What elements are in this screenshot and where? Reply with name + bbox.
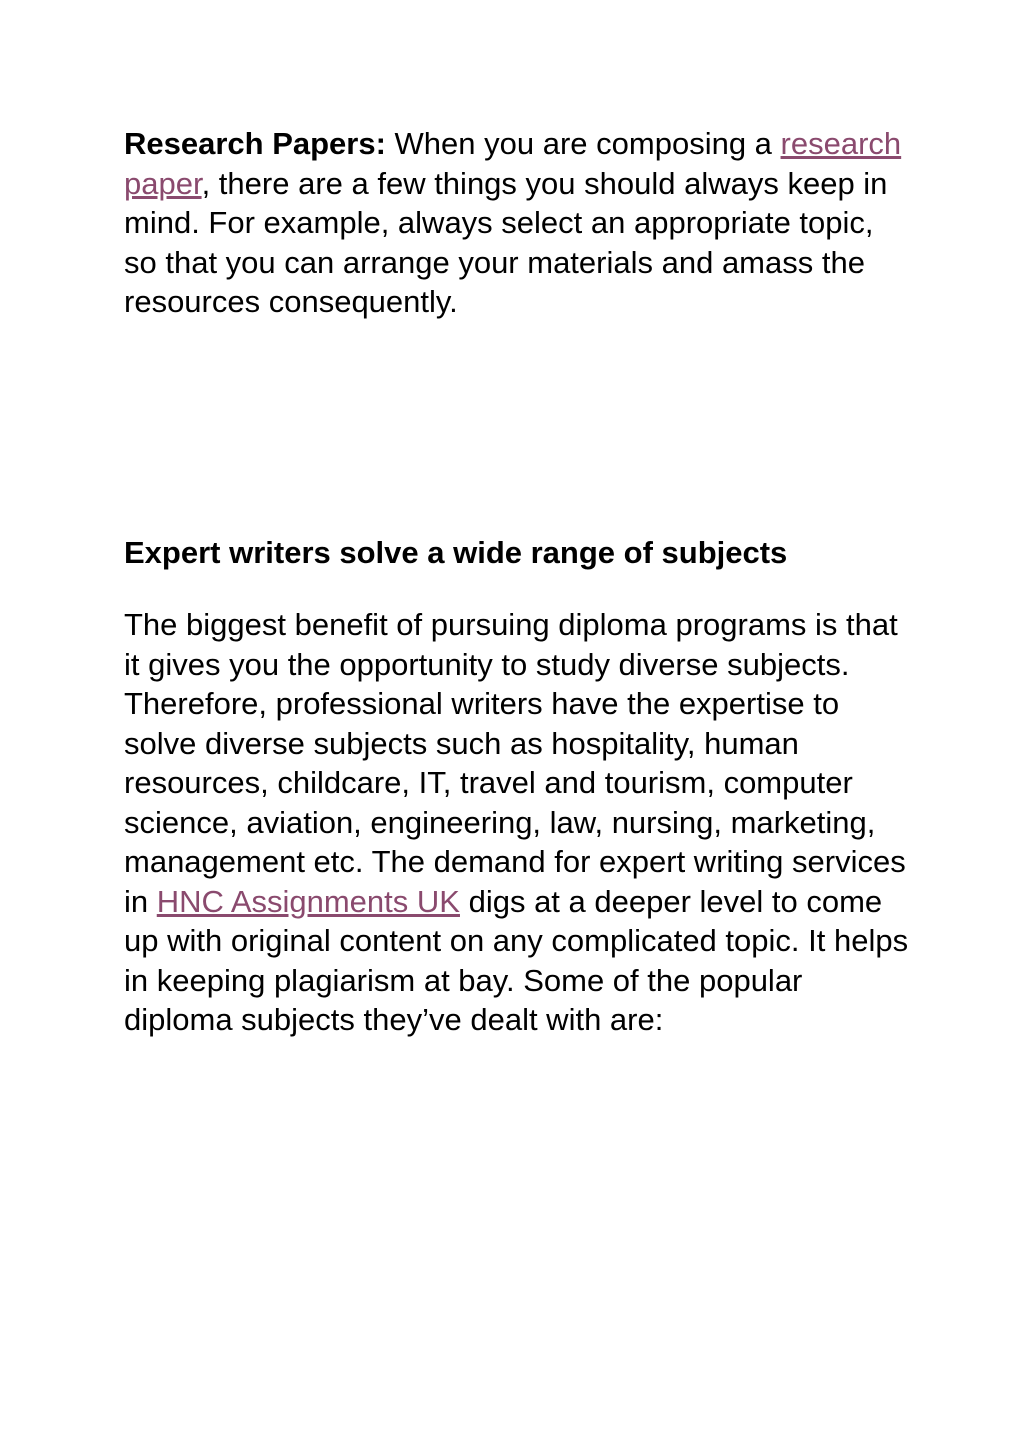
hnc-assignments-link[interactable]: HNC Assignments UK bbox=[156, 883, 460, 919]
section-heading: Expert writers solve a wide range of subjects bbox=[124, 535, 788, 570]
research-papers-paragraph bbox=[124, 124, 914, 322]
diploma-subjects-paragraph bbox=[124, 605, 914, 1040]
document-page bbox=[124, 124, 914, 1037]
paragraph-text: digs at a deeper level to come up with original content on any complicated topic. It helps in keeping plagiarism at bay. Some of the popular diploma subjects they’ve dealt with are: bbox=[124, 883, 909, 1037]
paragraph-text: When you are composing a bbox=[385, 126, 781, 161]
paragraph-text: , there are a few things you should always keep in mind. For example, always select an appropriate topic, so that you can arrange your materials and amass the resources consequently. bbox=[124, 165, 888, 319]
paragraph-text: The biggest benefit of pursuing diploma programs is that it gives you the opportunity to study diverse subjects. Therefore, professional writers have the expertise to solve diverse subjects such as hospitality, human resources, childcare, IT, travel and tourism, computer science, aviation, engineering, law, nursing, marketing, management etc. The demand for expert writing services in bbox=[124, 607, 906, 919]
research-paper-link[interactable]: research paper bbox=[124, 126, 902, 201]
research-papers-lead: Research Papers: bbox=[124, 126, 386, 161]
